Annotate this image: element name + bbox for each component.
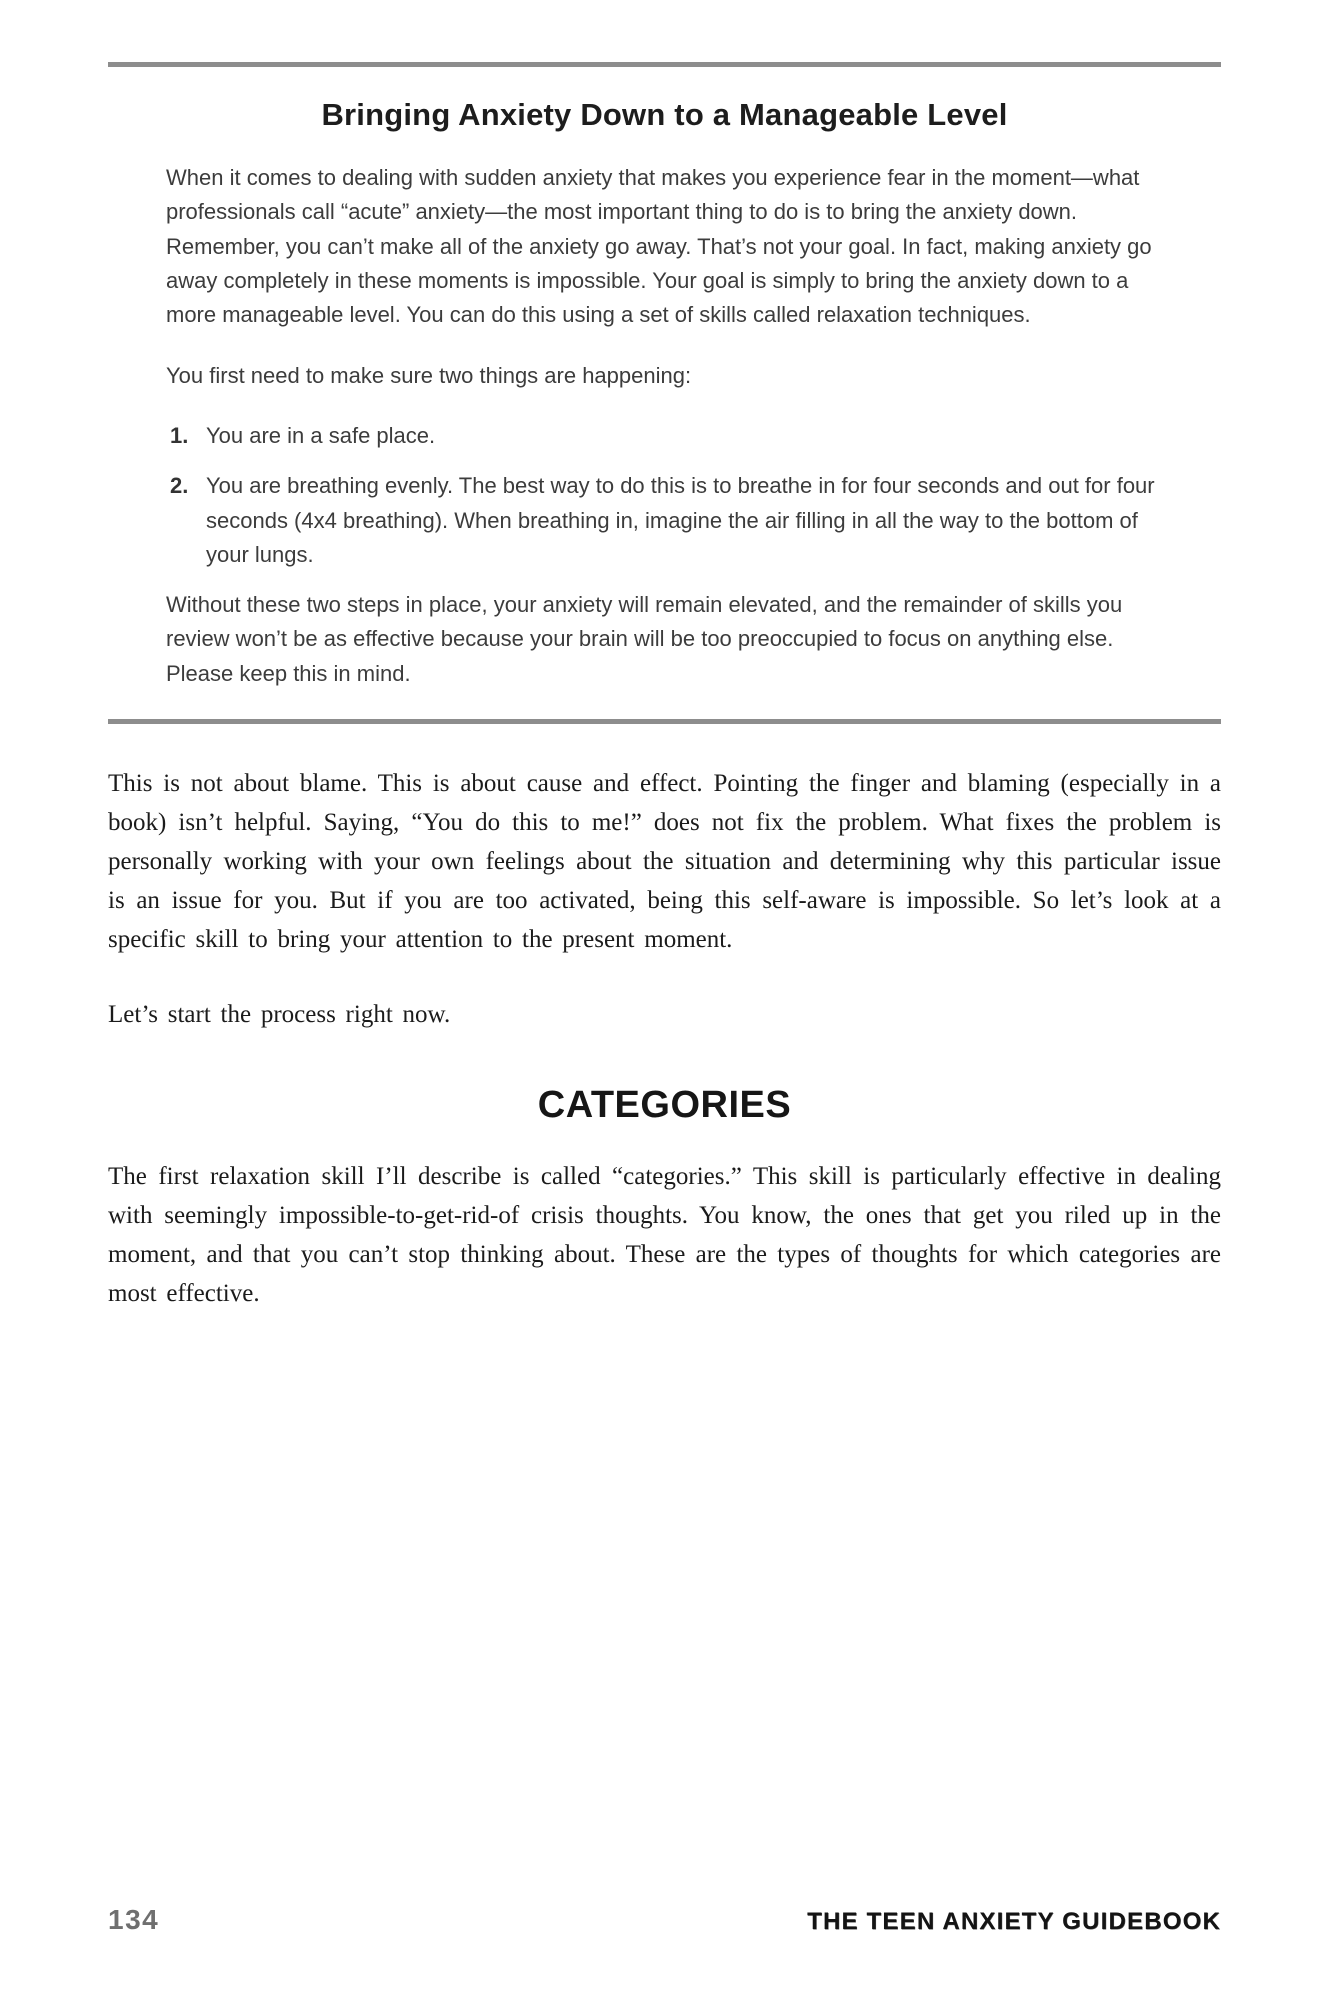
list-item-number: 1. bbox=[170, 422, 189, 448]
box-bottom-rule bbox=[108, 719, 1221, 724]
running-book-title: THE TEEN ANXIETY GUIDEBOOK bbox=[807, 1908, 1221, 1935]
list-item bbox=[170, 419, 1169, 453]
body-paragraph-3: The first relaxation skill I’ll describe is called “categories.” This skill is particularly effective in dealing with seemingly impossible-to-get-rid-of crisis thoughts. You know, the ones that get you riled up in the moment, and that you can’t stop thinking about. These are the types of thoughts for which categories are most effective. bbox=[108, 1163, 1221, 1308]
list-item-text: You are in a safe place. bbox=[206, 422, 436, 448]
box-paragraph-3: Without these two steps in place, your anxiety will remain elevated, and the remainder of skills you review won’t be as effective because your brain will be too preoccupied to focus on anything else. Please keep this in mind. bbox=[166, 592, 1123, 686]
box-paragraph-1: When it comes to dealing with sudden anxiety that makes you experience fear in the moment—what professionals call “acute” anxiety—the most important thing to do is to bring the anxiety down. Remember, you can’t make all of the anxiety go away. That’s not your goal. In fact, making anxiety go away completely in these moments is impossible. Your goal is simply to bring the anxiety down to a more manageable level. You can do this using a set of skills called relaxation techniques. bbox=[166, 165, 1152, 328]
list-item bbox=[170, 469, 1169, 572]
body-paragraph-2: Let’s start the process right now. bbox=[108, 1001, 451, 1029]
page-footer bbox=[108, 1904, 1221, 1936]
body-paragraph-1: This is not about blame. This is about cause and effect. Pointing the finger and blaming (especially in a book) isn’t helpful. Saying, “You do this to me!” does not fix the problem. What fixes the problem is personally working with your own feelings about the situation and determining why this particular issue is an issue for you. But if you are too activated, being this self-aware is impossible. So let’s look at a specific skill to bring your attention to the present moment. bbox=[108, 770, 1221, 954]
box-paragraph-2: You first need to make sure two things are happening: bbox=[166, 362, 692, 388]
box-title: Bringing Anxiety Down to a Manageable Level bbox=[321, 97, 1008, 132]
main-body bbox=[108, 764, 1221, 1349]
list-item-text: You are breathing evenly. The best way to do this is to breathe in for four seconds and out for four seconds (4x4 breathing). When breathing in, imagine the air filling in all the way to the bottom of your lungs. bbox=[206, 473, 1155, 567]
box-numbered-list bbox=[170, 419, 1169, 572]
list-item-number: 2. bbox=[170, 473, 189, 499]
page-number: 134 bbox=[108, 1904, 160, 1935]
section-heading-categories: CATEGORIES bbox=[537, 1084, 792, 1127]
sidebar-box bbox=[108, 67, 1221, 719]
